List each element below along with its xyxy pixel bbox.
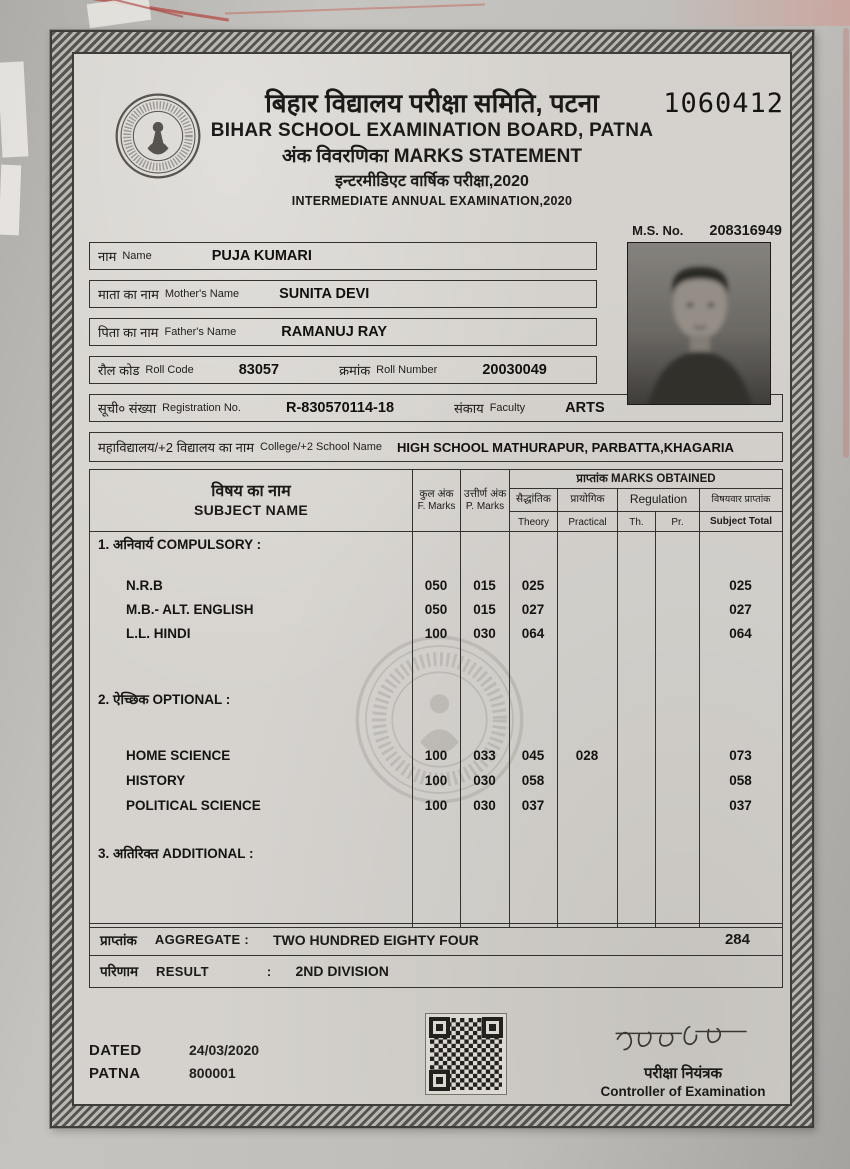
ms-number-label: M.S. No. <box>632 223 684 238</box>
marks-table-body <box>90 532 782 927</box>
f-marks: 050 <box>424 601 448 617</box>
scan-artifact-pink-smear <box>660 0 850 26</box>
serial-number: 1060412 <box>663 88 784 119</box>
marks-table-header <box>90 470 782 532</box>
scan-artifact-red-streak <box>31 0 229 22</box>
table-row <box>90 744 782 766</box>
place-pincode: 800001 <box>189 1065 236 1081</box>
subject-name: L.L. HINDI <box>126 625 191 641</box>
section-title-compulsory: 1. अनिवार्य COMPULSORY : <box>98 537 262 552</box>
scan-artifact-edge-line <box>843 28 849 458</box>
qr-finder-pattern <box>482 1017 503 1038</box>
ms-number-value: 208316949 <box>709 223 782 239</box>
aggregate-words: TWO HUNDRED EIGHTY FOUR <box>272 931 479 948</box>
th-practical-hindi <box>557 489 617 512</box>
practical-marks: 028 <box>575 747 599 763</box>
dated-value: 24/03/2020 <box>189 1042 260 1058</box>
result-label-english: RESULT <box>156 963 209 979</box>
th-full-marks-english: F. Marks <box>417 501 456 513</box>
subject-total: 025 <box>729 577 752 593</box>
f-marks: 050 <box>424 577 448 593</box>
th-subject-english: SUBJECT NAME <box>193 502 309 519</box>
school-label-english: College/+2 School Name <box>260 441 383 453</box>
th-regulation-th-label: Th. <box>629 516 644 528</box>
subject-name: M.B.- ALT. ENGLISH <box>126 601 254 617</box>
name-label-english: Name <box>122 250 152 262</box>
table-row <box>90 574 782 596</box>
exam-title-english: INTERMEDIATE ANNUAL EXAMINATION,2020 <box>291 194 573 208</box>
th-regulation <box>617 489 699 512</box>
mother-label-english: Mother's Name <box>164 288 240 300</box>
faculty-value: ARTS <box>565 400 605 416</box>
th-full-marks <box>412 470 460 531</box>
subject-total: 064 <box>729 625 752 641</box>
exam-title-hindi: इन्टरमीडिएट वार्षिक परीक्षा,2020 <box>335 173 529 190</box>
p-marks: 015 <box>473 601 496 617</box>
father-label-hindi: पिता का नाम <box>98 325 159 340</box>
th-theory-hindi <box>509 489 557 512</box>
roll-number-value: 20030049 <box>482 362 547 378</box>
board-title-english: BIHAR SCHOOL EXAMINATION BOARD, PATNA <box>210 120 654 141</box>
dated-label: DATED <box>89 1042 142 1059</box>
roll-number-label-english: Roll Number <box>376 364 438 376</box>
field-roll <box>89 356 597 384</box>
certificate <box>72 52 792 1106</box>
p-marks: 030 <box>473 797 496 813</box>
th-subject-name <box>90 470 412 531</box>
header-titles <box>184 88 680 210</box>
subject-name: HISTORY <box>126 772 186 788</box>
th-pass-marks-hindi: उत्तीर्ण अंक <box>463 487 507 500</box>
th-practical-english-label: Practical <box>568 516 607 528</box>
qr-finder-pattern <box>429 1017 450 1038</box>
subject-name: HOME SCIENCE <box>126 747 231 763</box>
certificate-ornate-border <box>50 30 814 1128</box>
marks-table <box>89 469 783 928</box>
section-title-optional: 2. ऐच्छिक OPTIONAL : <box>98 692 231 707</box>
theory-marks: 027 <box>521 601 545 617</box>
table-row <box>90 769 782 791</box>
th-marks-obtained-label: प्राप्तांक MARKS OBTAINED <box>576 472 716 485</box>
th-regulation-pr-label: Pr. <box>671 516 684 528</box>
field-mother-name <box>89 280 597 308</box>
faculty-label-hindi: संकाय <box>454 401 484 416</box>
field-name <box>89 242 597 270</box>
student-photo <box>627 242 771 405</box>
th-subject-hindi: विषय का नाम <box>211 482 291 500</box>
p-marks: 030 <box>473 625 496 641</box>
section-title-additional: 3. अतिरिक्त ADDITIONAL : <box>98 846 254 861</box>
th-marks-obtained <box>509 470 782 489</box>
registration-label-hindi: सूची० संख्या <box>98 401 157 416</box>
registration-value: R-830570114-18 <box>285 400 395 416</box>
theory-marks: 045 <box>521 747 545 763</box>
controller-title-english: Controller of Examination <box>600 1084 766 1099</box>
dated-row <box>89 1042 259 1059</box>
theory-marks: 058 <box>521 772 545 788</box>
name-value: PUJA KUMARI <box>211 248 312 264</box>
controller-title-hindi: परीक्षा नियंत्रक <box>643 1065 723 1082</box>
th-theory-hindi-label: सैद्धांतिक <box>516 493 551 506</box>
th-subject-total-english <box>699 512 782 531</box>
father-label-english: Father's Name <box>164 326 237 338</box>
subject-total: 058 <box>729 772 752 788</box>
table-row <box>90 598 782 620</box>
aggregate-row <box>89 923 783 956</box>
subject-total: 073 <box>729 747 752 763</box>
name-label-hindi: नाम <box>98 249 117 264</box>
roll-code-label-english: Roll Code <box>145 364 194 376</box>
aggregate-label-english: AGGREGATE : <box>154 932 249 947</box>
signature-block <box>578 1022 788 1099</box>
th-subject-total-english-label: Subject Total <box>709 516 773 527</box>
th-subject-total-hindi-label: विषयवार प्राप्तांक <box>711 493 771 505</box>
th-regulation-th <box>617 512 655 531</box>
subject-name: POLITICAL SCIENCE <box>126 797 261 813</box>
scan-artifact-paper-edge <box>87 0 152 28</box>
result-colon: : <box>266 963 272 979</box>
f-marks: 100 <box>424 747 448 763</box>
f-marks: 100 <box>424 772 448 788</box>
place-label: PATNA <box>89 1065 141 1082</box>
th-regulation-label: Regulation <box>629 492 688 507</box>
ms-number-row <box>632 223 782 239</box>
th-practical-hindi-label: प्रायोगिक <box>570 493 605 506</box>
theory-marks: 025 <box>521 577 545 593</box>
result-label-hindi: परिणाम <box>100 964 139 979</box>
registration-label-english: Registration No. <box>162 402 241 414</box>
field-father-name <box>89 318 597 346</box>
theory-marks: 064 <box>521 625 545 641</box>
p-marks: 030 <box>473 772 496 788</box>
qr-finder-pattern <box>429 1070 450 1091</box>
school-value: HIGH SCHOOL MATHURAPUR, PARBATTA,KHAGARIA <box>397 439 734 455</box>
scan-artifact-red-streak <box>225 3 485 14</box>
field-school <box>89 432 783 462</box>
faculty-label-english: Faculty <box>489 402 526 414</box>
scan-artifact-paper-edge <box>0 61 28 157</box>
p-marks: 015 <box>473 577 496 593</box>
board-title-hindi: बिहार विद्यालय परीक्षा समिति, पटना <box>265 88 599 118</box>
school-label-hindi: महाविद्यालय/+2 विद्यालय का नाम <box>98 440 255 455</box>
qr-code <box>426 1014 506 1094</box>
th-pass-marks-english: P. Marks <box>465 501 505 513</box>
mother-label-hindi: माता का नाम <box>98 287 159 302</box>
place-row <box>89 1065 236 1082</box>
th-subject-total-hindi <box>699 489 782 512</box>
scan-artifact-red-line <box>57 0 184 18</box>
aggregate-label-hindi: प्राप्तांक <box>100 932 137 948</box>
table-row <box>90 794 782 816</box>
th-theory-english <box>509 512 557 531</box>
th-full-marks-hindi: कुल अंक <box>419 487 454 500</box>
statement-title: अंक विवरणिका MARKS STATEMENT <box>282 146 582 167</box>
roll-code-label-hindi: रौल कोड <box>98 363 140 378</box>
table-row <box>90 622 782 644</box>
roll-number-label-hindi: क्रमांक <box>339 363 371 378</box>
mother-name-value: SUNITA DEVI <box>279 286 370 302</box>
roll-code-value: 83057 <box>238 362 280 378</box>
f-marks: 100 <box>424 797 448 813</box>
subject-total: 037 <box>729 797 752 813</box>
th-regulation-pr <box>655 512 699 531</box>
signature-scribble <box>608 1022 758 1060</box>
result-value: 2ND DIVISION <box>295 963 389 979</box>
aggregate-total: 284 <box>724 931 750 948</box>
p-marks: 033 <box>473 747 496 763</box>
scan-artifact-paper-edge <box>0 165 21 236</box>
subject-total: 027 <box>729 601 752 617</box>
father-name-value: RAMANUJ RAY <box>281 324 388 340</box>
result-row <box>89 955 783 988</box>
th-pass-marks <box>460 470 509 531</box>
f-marks: 100 <box>424 625 448 641</box>
subject-name: N.R.B <box>126 577 163 593</box>
theory-marks: 037 <box>521 797 545 813</box>
th-theory-english-label: Theory <box>517 516 550 528</box>
th-practical-english <box>557 512 617 531</box>
